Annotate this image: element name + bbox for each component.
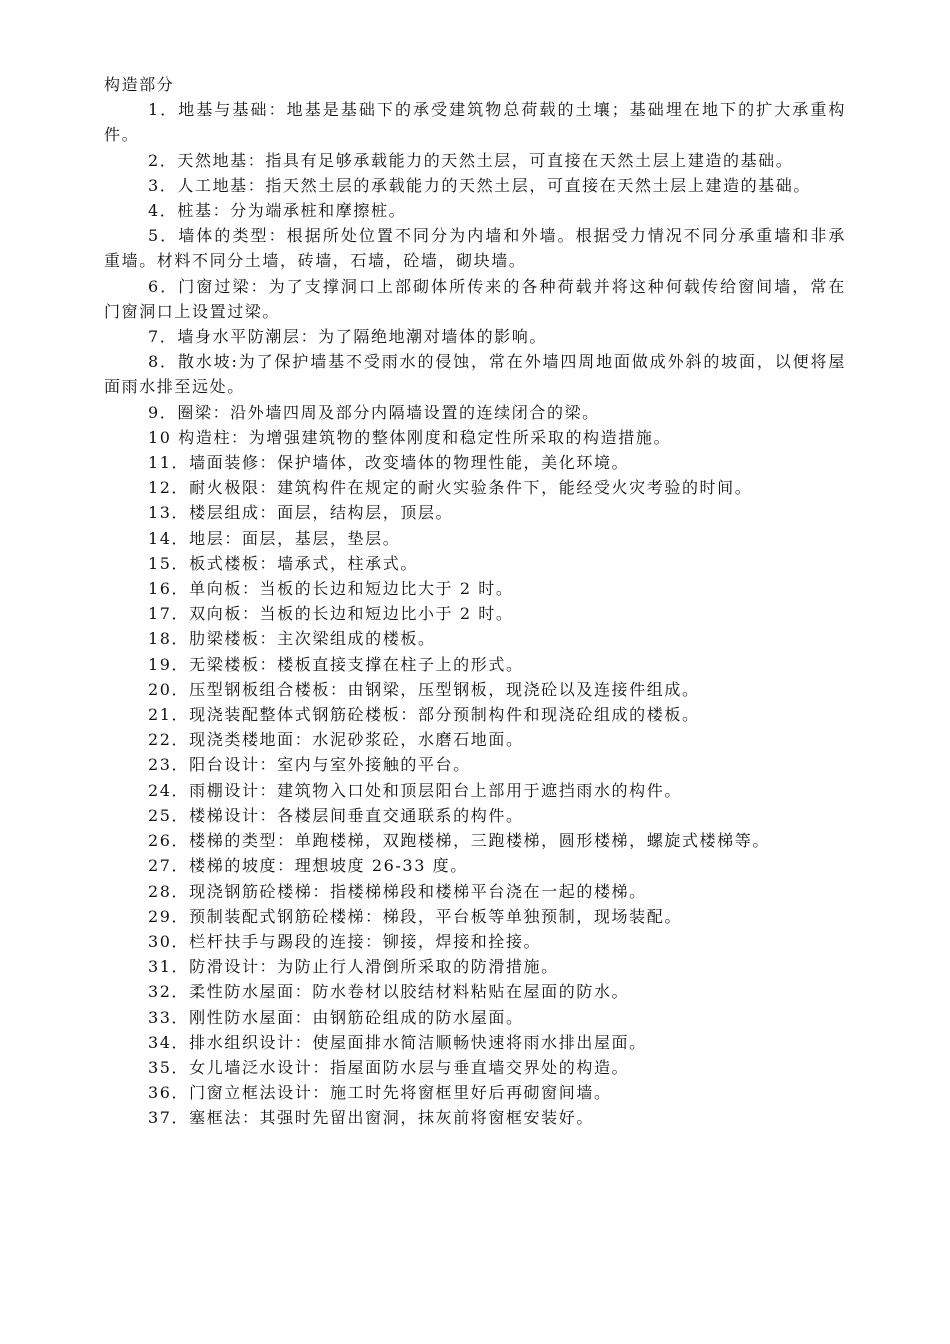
definition-item: 14．地层：面层，基层，垫层。	[148, 528, 401, 548]
definition-item: 22．现浇类楼地面：水泥砂浆砼，水磨石地面。	[148, 730, 524, 750]
definition-item: 30．栏杆扶手与踢段的连接：铆接，焊接和拴接。	[148, 931, 542, 951]
definition-item: 23．阳台设计：室内与室外接触的平台。	[148, 755, 471, 775]
definition-item: 7．墙身水平防潮层：为了隔绝地潮对墙体的影响。	[148, 327, 547, 347]
definition-item: 3．人工地基：指天然土层的承载能力的天然土层，可直接在天然土层上建造的基础。	[148, 175, 811, 195]
definition-item: 31．防滑设计：为防止行人滑倒所采取的防滑措施。	[148, 957, 559, 977]
definition-item: 28．现浇钢筋砼楼梯：指楼梯梯段和楼梯平台浇在一起的楼梯。	[148, 881, 647, 901]
definition-item: 19．无梁楼板：楼板直接支撑在柱子上的形式。	[148, 654, 524, 674]
definition-item: 2．天然地基：指具有足够承载能力的天然土层，可直接在天然土层上建造的基础。	[148, 150, 794, 170]
definition-item: 36．门窗立框法设计：施工时先将窗框里好后再砌窗间墙。	[148, 1083, 612, 1103]
definition-item: 8．散水坡:为了保护墙基不受雨水的侵蚀，常在外墙四周地面做成外斜的坡面，以便将屋面雨水排至远处。	[104, 352, 846, 397]
definition-item: 12．耐火极限：建筑构件在规定的耐火实验条件下，能经受火灾考验的时间。	[148, 478, 753, 498]
definition-item: 25．楼梯设计：各楼层间垂直交通联系的构件。	[148, 805, 524, 825]
definition-list	[104, 97, 846, 1130]
definition-item: 16．单向板：当板的长边和短边比大于 2 时。	[148, 579, 514, 599]
definition-item: 32．柔性防水屋面：防水卷材以胶结材料粘贴在屋面的防水。	[148, 982, 630, 1002]
definition-item: 34．排水组织设计：使屋面排水简洁顺畅快速将雨水排出屋面。	[148, 1032, 647, 1052]
definition-item: 6．门窗过梁：为了支撑洞口上部砌体所传来的各种荷载并将这种何载传给窗间墙，常在门窗洞口上设置过梁。	[104, 276, 846, 321]
definition-item: 21．现浇装配整体式钢筋砼楼板：部分预制构件和现浇砼组成的楼板。	[148, 705, 700, 725]
definition-item: 13．楼层组成：面层，结构层，顶层。	[148, 503, 454, 523]
definition-item: 37．塞框法：其强时先留出窗洞，抹灰前将窗框安装好。	[148, 1108, 594, 1128]
definition-item: 9．圈梁：沿外墙四周及部分内隔墙设置的连续闭合的梁。	[148, 402, 600, 422]
definition-item: 5．墙体的类型：根据所处位置不同分为内墙和外墙。根据受力情况不同分承重墙和非承重墙。材料不同分土墙，砖墙，石墙，砼墙，砌块墙。	[104, 226, 846, 271]
definition-item: 26．楼梯的类型：单跑楼梯，双跑楼梯，三跑楼梯，圆形楼梯，螺旋式楼梯等。	[148, 831, 770, 851]
section-title: 构造部分	[104, 75, 175, 94]
definition-item: 11．墙面装修：保护墙体，改变墙体的物理性能，美化环境。	[148, 453, 630, 473]
definition-item: 20．压型钢板组合楼板：由钢梁，压型钢板，现浇砼以及连接件组成。	[148, 679, 700, 699]
definition-item: 17．双向板：当板的长边和短边比小于 2 时。	[148, 604, 514, 624]
definition-item: 18．肋梁楼板：主次梁组成的楼板。	[148, 629, 436, 649]
definition-item: 33．刚性防水屋面：由钢筋砼组成的防水屋面。	[148, 1007, 524, 1027]
definition-item: 29．预制装配式钢筋砼楼梯：梯段，平台板等单独预制，现场装配。	[148, 906, 682, 926]
definition-item: 27．楼梯的坡度：理想坡度 26-33 度。	[148, 856, 468, 876]
document-body	[104, 72, 846, 1131]
definition-item: 4．桩基：分为端承桩和摩擦桩。	[148, 201, 407, 221]
definition-item: 10 构造柱：为增强建筑物的整体刚度和稳定性所采取的构造措施。	[148, 427, 672, 447]
definition-item: 1．地基与基础：地基是基础下的承受建筑物总荷载的土壤；基础埋在地下的扩大承重构件。	[104, 100, 846, 145]
definition-item: 24．雨棚设计：建筑物入口处和顶层阳台上部用于遮挡雨水的构件。	[148, 780, 682, 800]
definition-item: 35．女儿墙泛水设计：指屋面防水层与垂直墙交界处的构造。	[148, 1057, 630, 1077]
definition-item: 15．板式楼板：墙承式，柱承式。	[148, 553, 418, 573]
